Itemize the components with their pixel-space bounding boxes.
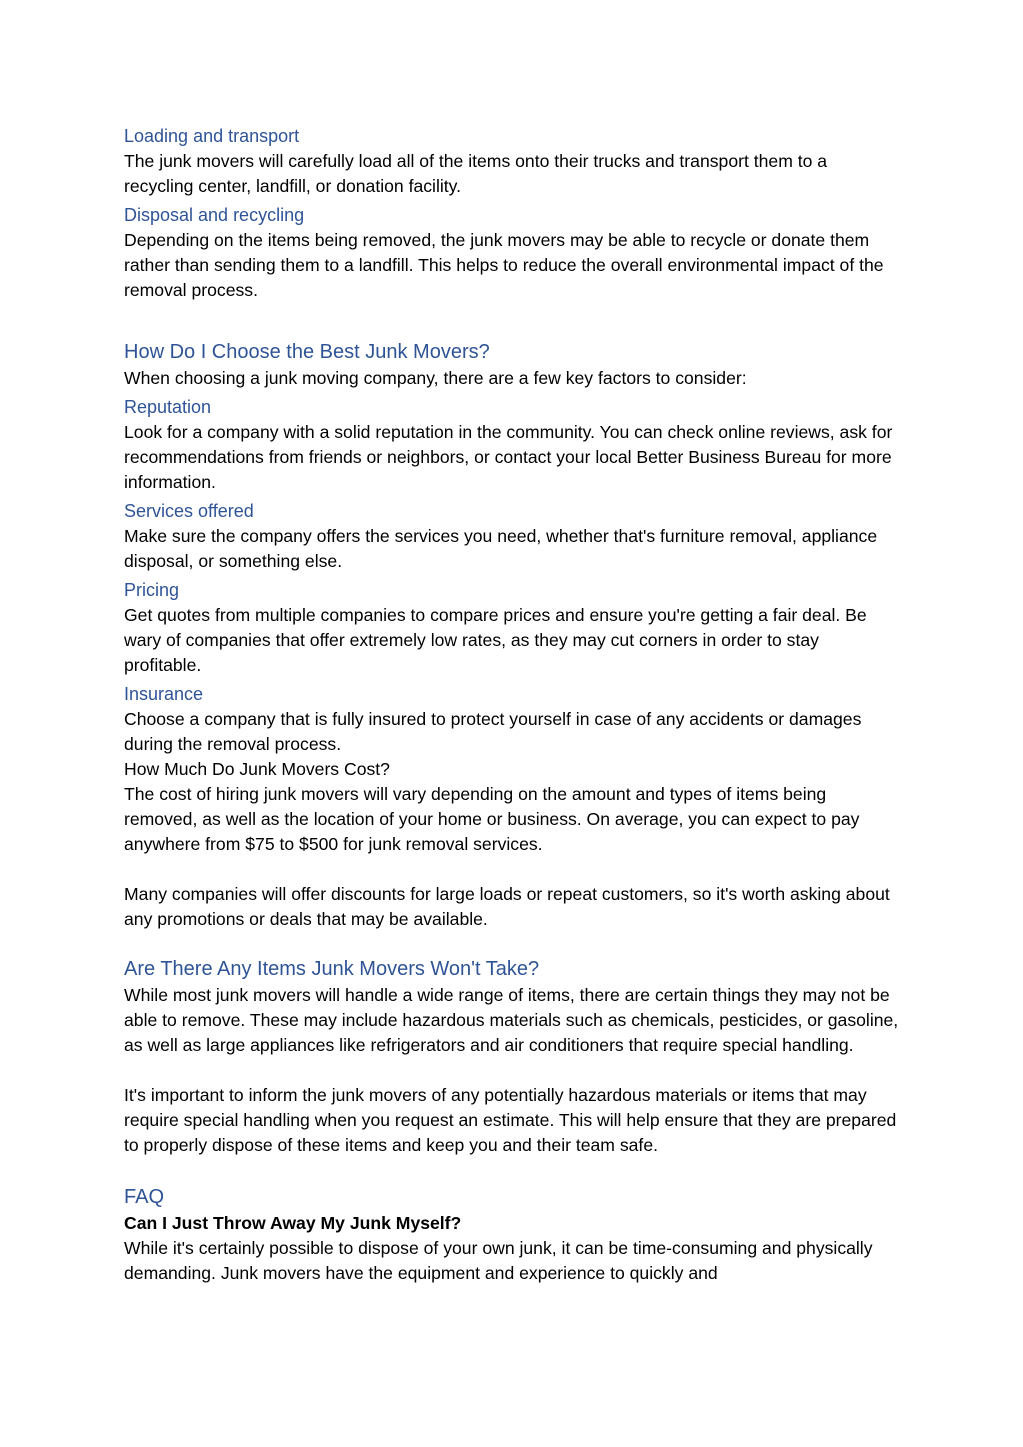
heading-reputation: Reputation [124, 397, 212, 417]
paragraph-items-1: While most junk movers will handle a wide range of items, there are certain things they may not be able to remove. These may include hazardous materials such as chemicals, pesticides, or gasoline, as well as large appliances like refrigerators and air conditioners that require special handling. [124, 985, 899, 1055]
document-page [124, 124, 900, 1286]
heading-insurance: Insurance [124, 684, 204, 704]
paragraph-reputation: Look for a company with a solid reputation in the community. You can check online reviews, ask for recommendations from friends or neighbors, or contact your local Better Business Bureau for more information. [124, 422, 893, 492]
heading-items-wont-take: Are There Any Items Junk Movers Won't Take? [124, 958, 540, 980]
heading-disposal-recycling: Disposal and recycling [124, 205, 305, 225]
heading-pricing: Pricing [124, 580, 180, 600]
paragraph-insurance: Choose a company that is fully insured to protect yourself in case of any accidents or damages during the removal process. [124, 709, 862, 754]
paragraph-disposal-recycling: Depending on the items being removed, the junk movers may be able to recycle or donate them rather than sending them to a landfill. This helps to reduce the overall environmental impact of the removal process. [124, 230, 884, 300]
faq-question-1: Can I Just Throw Away My Junk Myself? [124, 1213, 462, 1233]
faq-answer-1: While it's certainly possible to dispose of your own junk, it can be time-consuming and physically demanding. Junk movers have the equipment and experience to quickly and [124, 1238, 873, 1283]
paragraph-choose-intro: When choosing a junk moving company, there are a few key factors to consider: [124, 368, 747, 388]
line-cost-question: How Much Do Junk Movers Cost? [124, 759, 390, 779]
paragraph-pricing: Get quotes from multiple companies to compare prices and ensure you're getting a fair deal. Be wary of companies that offer extremely low rates, as they may cut corners in order to stay profitable. [124, 605, 867, 675]
paragraph-items-2: It's important to inform the junk movers of any potentially hazardous materials or items that may require special handling when you request an estimate. This will help ensure that they are prepared to properly dispose of these items and keep you and their team safe. [124, 1085, 897, 1155]
heading-choose-best: How Do I Choose the Best Junk Movers? [124, 341, 490, 363]
heading-services-offered: Services offered [124, 501, 254, 521]
paragraph-services-offered: Make sure the company offers the services you need, whether that's furniture removal, appliance disposal, or something else. [124, 526, 878, 571]
heading-loading-transport: Loading and transport [124, 126, 300, 146]
heading-faq: FAQ [124, 1186, 165, 1208]
paragraph-loading-transport: The junk movers will carefully load all of the items onto their trucks and transport them to a recycling center, landfill, or donation facility. [124, 151, 828, 196]
paragraph-cost: The cost of hiring junk movers will vary depending on the amount and types of items being removed, as well as the location of your home or business. On average, you can expect to pay anywhere from $75 to $500 for junk removal services. [124, 784, 860, 854]
paragraph-discounts: Many companies will offer discounts for large loads or repeat customers, so it's worth asking about any promotions or deals that may be available. [124, 884, 890, 929]
